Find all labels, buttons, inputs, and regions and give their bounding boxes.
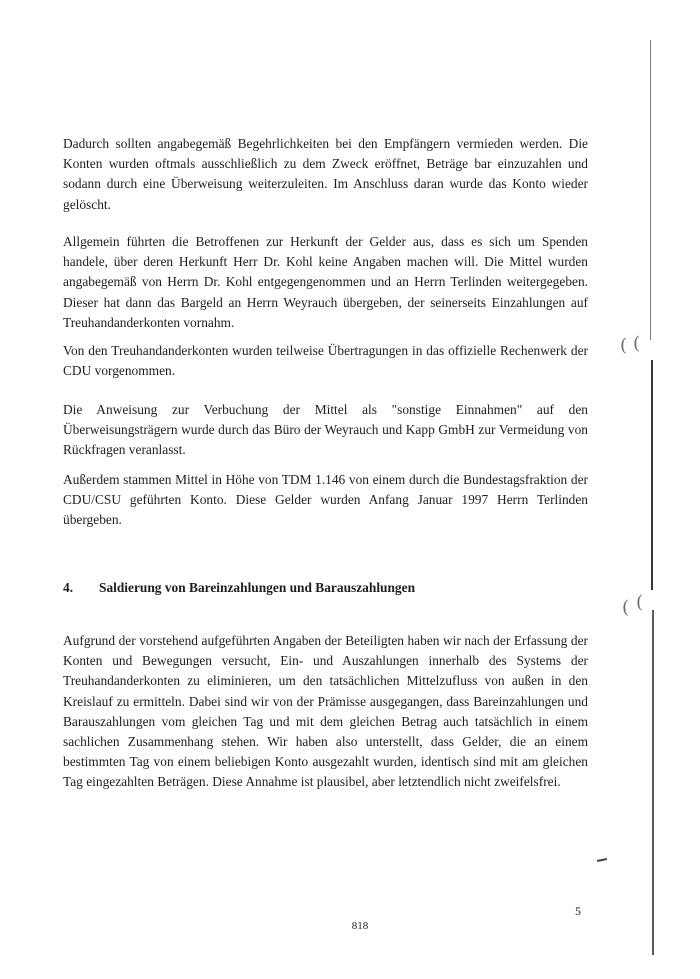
section-title: Saldierung von Bareinzahlungen und Barauszahlungen <box>99 580 416 595</box>
scan-mark: ( <box>636 592 644 613</box>
paragraph-booking-instruction: Die Anweisung zur Verbuchung der Mittel als "sonstige Einnahmen" auf den Überweisungsträgern wurde durch das Büro der Weyrauch und Kapp GmbH zur Vermeidung von Rückfragen veranlasst. <box>63 402 588 458</box>
scan-mark: ( <box>633 333 641 354</box>
section-heading <box>63 580 415 596</box>
scan-edge-line <box>650 40 651 340</box>
scan-mark: ( <box>622 597 630 618</box>
scan-mark: ( <box>620 335 628 356</box>
corner-number: 5 <box>575 904 581 918</box>
paragraph-bank-accounts: Dadurch sollten angabegemäß Begehrlichkeiten bei den Empfängern vermieden werden. Die Konten wurden oftmals ausschließlich zu dem Zweck eröffnet, Beträge bar einzuzahlen und sodann durch eine Überweisung weiterzuleiten. Im Anschluss daran wurde das Konto wieder gelöscht. <box>63 136 588 212</box>
page-number: 818 <box>351 920 369 932</box>
scan-edge-line <box>651 360 653 590</box>
scan-edge-line <box>652 610 654 955</box>
scan-mark <box>597 858 607 862</box>
paragraph-parliamentary-group-funds: Außerdem stammen Mittel in Höhe von TDM 1.146 von einem durch die Bundestagsfraktion der CDU/CSU geführten Konto. Diese Gelder wurden Anfang Januar 1997 Herrn Terlinden übergeben. <box>63 472 588 528</box>
paragraph-origin-of-funds: Allgemein führten die Betroffenen zur Herkunft der Gelder aus, dass es sich um Spenden handele, über deren Herkunft Herr Dr. Kohl keine Angaben machen will. Die Mittel wurden angabegemäß von Herrn Dr. Kohl entgegengenommen und an Herrn Terlinden weitergegeben. Dieser hat dann das Bargeld an Herrn Weyrauch übergeben, der seinerseits Einzahlungen auf Treuhandanderkonten vornahm. <box>63 234 588 330</box>
section-number: 4. <box>63 580 74 595</box>
paragraph-transfers: Von den Treuhandanderkonten wurden teilweise Übertragungen in das offizielle Rechenwerk der CDU vorgenommen. <box>63 343 588 379</box>
paragraph-netting-method: Aufgrund der vorstehend aufgeführten Angaben der Beteiligten haben wir nach der Erfassung der Konten und Bewegungen versucht, Ein- und Auszahlungen innerhalb des Systems der Treuhandanderkonten zu eliminieren, um den tatsächlichen Mittelzufluss von außen in den Kreislauf zu ermitteln. Dabei sind wir von der Prämisse ausgegangen, dass Bareinzahlungen und Barauszahlungen vom gleichen Tag und mit dem gleichen Betrag auch tatsächlich in einem sachlichen Zusammenhang stehen. Wir haben also unterstellt, dass Gelder, die an einem bestimmten Tag von einem beliebigen Konto ausgezahlt wurden, identisch sind mit am gleichen Tag eingezahlten Beträgen. Diese Annahme ist plausibel, aber letztendlich nicht zweifelsfrei. <box>63 633 588 790</box>
